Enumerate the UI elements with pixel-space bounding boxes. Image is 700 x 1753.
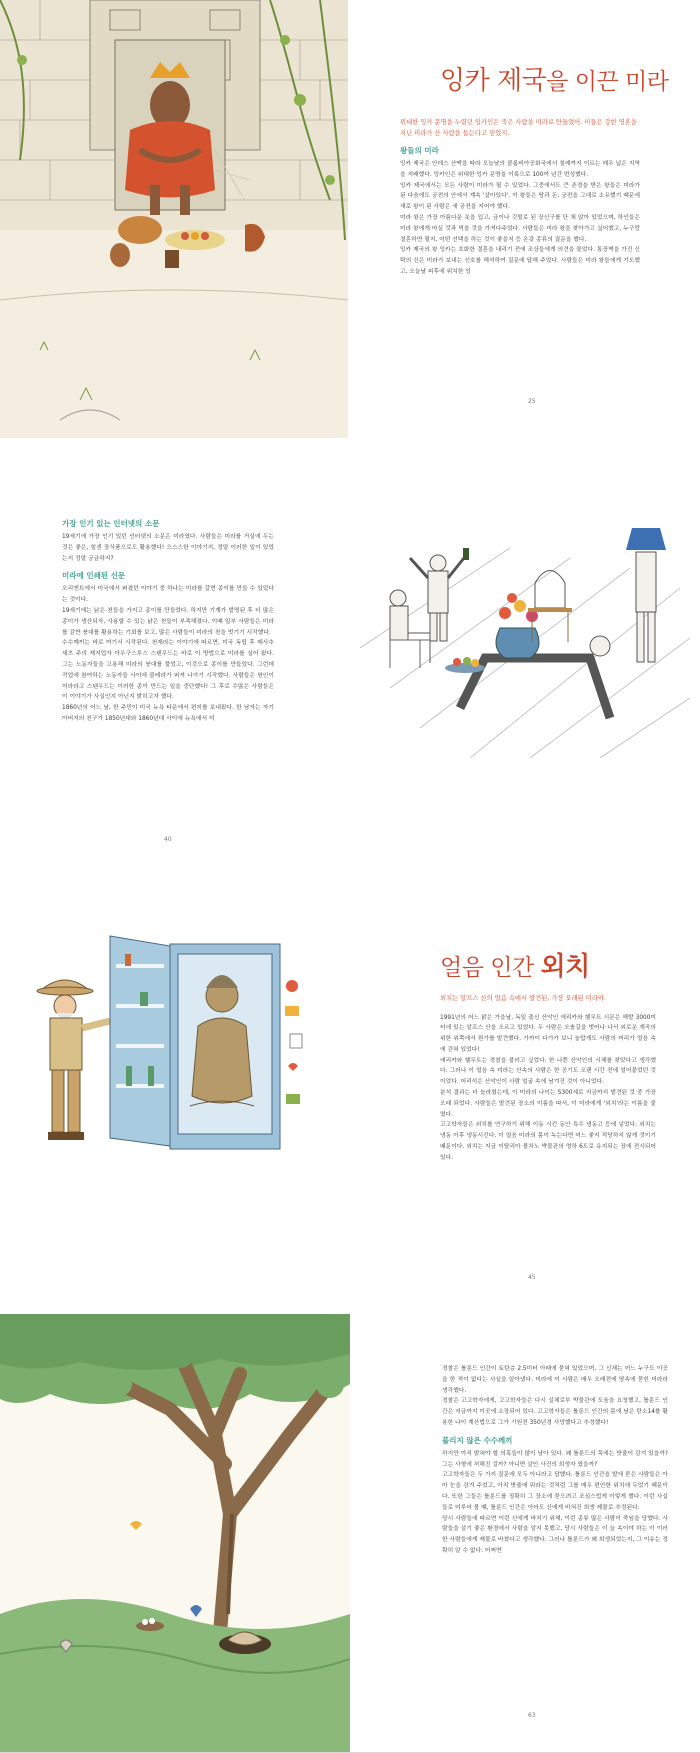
title-emphasis: 외치	[540, 952, 590, 982]
body-paragraph: 잉카 제국의 왕 잉카는 호화한 결혼을 내리기 전에 조상들에게 의견을 물었다. 통장벽을 가진 신탁의 신은 미라가 보내는 신호를 해석하여 질문에 답해 주었다. 사람들은 미라 왕들에게 기도했고, 오늘날 피후에 위치한 잉	[400, 247, 640, 275]
title-emphasis: 잉카 제국	[440, 66, 547, 96]
body-paragraph: 당시 사람들에 따르면 이런 신에게 바치기 위해, 이런 종류 많은 사람이 죽임을 당했다. 사람들을 살기 좋은 환경에서 사람을 알지 못했고, 당시 사람들은 이 늪 속이야 하는 이 이러한 사람들에게 제물로 바쳤다고 생각했다. 그러나 톨룬드가 왜 희생되었는지, 그 이유는 정확히 알 수 없다. 어쩌면	[442, 1515, 668, 1554]
body-paragraph: 잉카 제국에서는 모든 사람이 미라가 될 수 있었다. 그중에서도 큰 존경을 받은 왕들은 미라가 된 다음에도 궁전의 안에서 계속 '살아있다'. 이 왕들은 땅과 돈, 궁전을 그대로 소유했기 때문에 새로 왕이 된 사람은 새 궁전을 지어야 했다.	[400, 182, 640, 211]
page-title	[440, 946, 660, 983]
section-heading: 풀리지 않은 수수께끼	[442, 1435, 513, 1445]
body-paragraph: 오리엔트에서 미국에서 퍼졌던 이야기 중 하나는 미라를 갈면 종이를 만들 수 있었다는 것이다.	[62, 586, 274, 604]
lead-text: 위대한 잉카 문명을 누렸던 잉카인은 죽은 사람을 미라로 만들었어. 미들은 강한 영혼을 지닌 미라가 산 사람을 돕는다고 믿었지.	[400, 119, 637, 137]
spread-tollund	[0, 1314, 700, 1753]
page-number: 63	[528, 1712, 536, 1719]
body-paragraph: 에리카와 헬무트는 경찰을 불러고 싶었다. 한 나쁜 산악인의 시체를 찾았다고 생각했다. 그러나 이 얼음 속 미라는 산속의 사람은 한 공기도 오랜 시간 전에 얼어붙었던 것이었다. 어리석은 산악인이 사람 얼굴 속에 남겨진 것이 아니었다.	[440, 1057, 656, 1086]
body-paragraph: 분석 결과는 더 놀라웠는데, 이 미라의 나이는 5300세로 지금까지 발견된 것 중 가장 오래 되었다. 사람들은 발견된 장소의 이름을 따서, 이 미라에게 '외치'라는 이름을 붙였다.	[440, 1090, 656, 1118]
body-paragraph: 19세기에 가장 인기 있던 인터넷의 소문은 미라였다. 사람들은 미라를 거실에 두는 것은 좋은, 힘센 장식품으로도 활용했다! 으스스한 이야기지, 정말 이러한 일이 있었는지 정말 궁금하지?	[62, 534, 274, 562]
iceman-fridge-illustration	[30, 916, 330, 1156]
body-paragraph: 고고학자들은 외치를 연구하기 위해 이동 시킨 동안 특수 냉동고 등에 넣었다. 외치는 냉동 이후 냉동시킨다. 이 얼음 미라의 몸이 녹는다면 어느 좋지 적당하지 않게 것이기 때문이다. 외치는 지금 이탈리아 볼차노 박물관의 영하 6도로 유지되는 장에 전시되어 있다.	[440, 1122, 656, 1161]
body-paragraph: 경찰은 고고학자에게, 고고학자들은 다시 실체로부 박물관에 도움을 요청했고, 톨룬드 인간은 지금까지 이곳에 소장되어 있다. 고고학자들은 톨룬드 인간의 몸에 남은 탄소14를 활용한 나이 계산법으로 그가 기원전 350년경 사망했다고 추정했다!	[442, 1398, 668, 1426]
page-number: 45	[528, 1274, 536, 1281]
body-paragraph: 하지만 아직 밝혀야 할 의혹들이 많이 남아 있다. 왜 톨룬드의 목에는 밧줄이 감겨 있을까? 그는 사형에 처해진 걸까? 아니면 살인 사건의 희생자 였을까?	[442, 1450, 668, 1468]
title-rest: 얼음 인간	[440, 955, 541, 981]
page-number: 25	[528, 398, 536, 405]
section-heading: 가장 인기 있는 인터넷의 소문	[62, 519, 160, 528]
spread-mummy-paper	[0, 438, 700, 877]
body-paragraph: 19세기에는 낡은 천들을 가지고 종이를 만들었다. 하지만 기계가 발명된 후 더 많은 종이가 생산되자, 사용할 수 있는 낡은 천들이 부족해졌다. 이때 일부 사람들은 미라를 감싼 붕대를 활용하는 기회를 보고, 많은 사람들이 미라의 천을 벗기기 시작했다.	[62, 607, 274, 636]
body-paragraph: 잉카 제국은 안데스 산맥을 따라 오늘날의 콜롬비아공화국에서 칠레까지 이르는 매우 넓은 지역을 지배했다. 잉카인은 위대한 잉카 문명을 이룩으로 100여 년간 번성했다.	[400, 161, 640, 178]
section-heading: 미라에 인쇄된 신문	[62, 571, 126, 581]
page-title	[440, 60, 669, 97]
body-paragraph: 고고학자들은 두 가지 질문에 모두 아니라고 답했다. 톨룬드 인간을 발에 묻은 사람들은 아마 눈을 감겨 주었고, 아직 밧줄에 뭐라는 것처럼 그를 매우 편안한 위치에 두었기 때문이다. 또한 그들은 톨룬드를 정확히 그 장소에 묻으려고 조심스럽게 이렇게 했다. 이런 사실들로 미루어 볼 때, 톨룬드 인간은 아마도 신에게 바쳐진 희생 제물로 추정된다.	[442, 1472, 668, 1511]
page-number: 40	[164, 836, 172, 843]
spread-otzi	[0, 876, 700, 1315]
lead-text: 외치는 알프스 산의 얼음 속에서 발견된, 가장 오래된 미라야.	[440, 995, 607, 1002]
body-paragraph: 미라 왕은 가장 아름다운 옷을 입고, 금이나 깃털로 된 장신구를 단 채 앉아 있었으며, 하인들은 미라 왕에게 마실 것과 먹을 것을 가져다주었다. 사람들은 미라 왕을 찾아가고 싶어했고, 누구랑 결혼하면 될지, 어떤 선택을 하는 것이 좋을지 등 온갖 종류의 질문을 했다.	[400, 214, 640, 243]
body-paragraph: 1860년의 어느 날, 한 주민이 미국 뉴욕 타운에서 편지를 보내왔다. 한 남자는 자기 아버지의 친구가 1850년대와 1860년대 사이에 뉴욕에서 미	[62, 705, 274, 722]
title-rest: 을 이끈 미라	[546, 69, 669, 95]
body-paragraph: 수수께끼는 바로 여기서 시작된다. 천재라는 이야기에 따르면, 미국 독립 후 매사추세츠 주의 제지업자 아우구스투스 스탠우드는 바로 이 방법으로 미라를 실어 왔다. 그는 노동자들을 고용해 미라의 붕대를 풀었고, 이것으로 종이를 만들었다. 그런데 작업에 참여하는 노동자들 사이에 콜레라가 퍼져 나가기 시작했다. 사람들은 원인이 미라라고 스탠우드는 이러한 종이 만드는 일을 중단했다! 그 후로 수많은 사람들은 이 이야기가 사실인지 아닌지 밝히고자 했다.	[62, 640, 274, 701]
inca-mummy-illustration	[0, 0, 348, 438]
body-paragraph: 1991년의 어느 맑은 가을날, 독일 출신 산악인 에리카와 헬무트 시몬은 해발 3000미터에 있는 알프스 산을 오르고 있었다. 두 사람은 오솔길을 벗어나 나서 외로운 계곡의 위한 위쪽에서 뭔가를 발견했다. 가까이 다가가 보니 놀랍게도 사람의 머리가 얼음 속에 갇혀 있었다!	[440, 1014, 656, 1053]
spread-inca	[0, 0, 700, 439]
section-heading: 왕들의 미라	[400, 146, 439, 155]
mummy-living-room-illustration	[360, 528, 690, 758]
body-paragraph: 경찰은 톨룬드 인간이 토탄층 2.5미터 아래에 묻혀 있었으며, 그 신체는 어느 누구도 이곳을 한 적이 없다는 사실을 알아냈다. 미라에 이 사람은 매우 오래전에 땅속에 묻힌 미라라 생각했다.	[442, 1366, 668, 1394]
bog-tree-illustration	[0, 1314, 350, 1752]
